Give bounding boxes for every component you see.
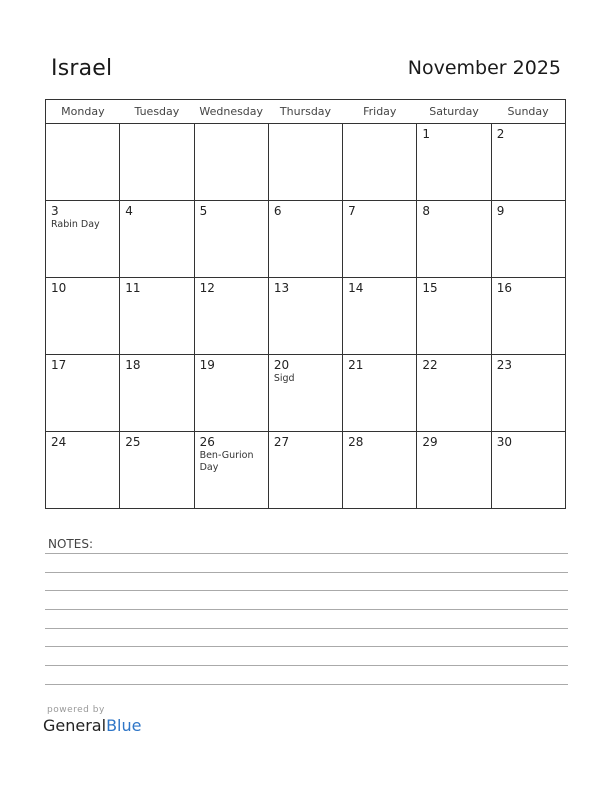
day-cell [417,355,491,432]
day-number: 24 [51,435,67,449]
day-cell [343,278,417,355]
holiday-label: Ben-Gurion Day [199,450,254,473]
day-cell [120,355,194,432]
day-cell [46,278,120,355]
day-cell [46,355,120,432]
brand-name-general: General [43,716,107,735]
week-row [46,355,566,432]
week-row [46,201,566,278]
day-cell [194,355,268,432]
day-number: 16 [496,281,512,295]
day-number: 28 [348,435,364,449]
day-number: 7 [348,204,356,218]
weekday-header: Friday [343,100,417,124]
note-line [45,553,568,554]
day-number: 5 [199,204,208,218]
day-cell [417,278,491,355]
day-number: 21 [348,358,364,372]
day-number: 2 [496,127,505,141]
day-cell [194,124,268,201]
day-cell [343,124,417,201]
day-cell [491,355,565,432]
day-cell [268,278,342,355]
day-cell [491,278,565,355]
week-row [46,124,566,201]
day-number: 23 [496,358,512,372]
day-cell [417,124,491,201]
day-number: 30 [496,435,512,449]
day-cell [343,201,417,278]
day-number: 10 [51,281,67,295]
day-cell [120,278,194,355]
holiday-label: Sigd [273,373,295,384]
day-number: 8 [422,204,431,218]
day-cell [194,432,268,509]
day-cell [268,432,342,509]
weekday-header-row [46,100,566,124]
day-cell [268,201,342,278]
day-number: 3 [51,204,59,218]
day-number: 27 [273,435,290,449]
day-number: 22 [422,358,438,372]
day-number: 26 [199,435,215,449]
holiday-label: Rabin Day [51,219,100,230]
day-cell [120,124,194,201]
day-number: 14 [348,281,364,295]
day-cell [194,201,268,278]
day-number: 11 [125,281,141,295]
day-number: 17 [51,358,67,372]
day-number: 6 [273,204,282,218]
note-line [45,572,568,573]
day-cell [491,432,565,509]
brand-logo[interactable] [43,716,141,735]
note-line [45,646,568,647]
calendar-grid [45,99,566,509]
day-cell [343,432,417,509]
powered-by-text: powered by [47,705,105,715]
notes-label: NOTES: [48,537,93,551]
weekday-header: Tuesday [120,100,194,124]
note-line [45,628,568,629]
weekday-header: Thursday [268,100,342,124]
note-line [45,665,568,666]
day-number: 9 [496,204,505,218]
brand-name-blue: Blue [106,716,142,735]
day-cell [491,124,565,201]
day-number: 19 [199,358,215,372]
day-cell [46,201,120,278]
day-cell [491,201,565,278]
day-cell [417,201,491,278]
day-number: 18 [125,358,141,372]
day-cell [343,355,417,432]
weekday-header: Saturday [417,100,491,124]
month-year-title: November 2025 [407,57,561,79]
week-row [46,432,566,509]
day-cell [120,432,194,509]
day-number: 25 [125,435,141,449]
day-cell [194,278,268,355]
day-cell [417,432,491,509]
country-title: Israel [51,56,113,81]
note-line [45,684,568,685]
weekday-header: Wednesday [194,100,268,124]
day-cell [46,432,120,509]
note-line [45,590,568,591]
day-number: 4 [125,204,133,218]
weekday-header: Sunday [491,100,565,124]
day-number: 1 [422,127,431,141]
day-number: 15 [422,281,438,295]
weekday-header: Monday [46,100,120,124]
week-row [46,278,566,355]
day-cell [46,124,120,201]
day-number: 12 [199,281,215,295]
note-line [45,609,568,610]
day-number: 20 [273,358,290,372]
day-cell [120,201,194,278]
day-cell [268,124,342,201]
day-number: 13 [273,281,290,295]
day-number: 29 [422,435,438,449]
day-cell [268,355,342,432]
